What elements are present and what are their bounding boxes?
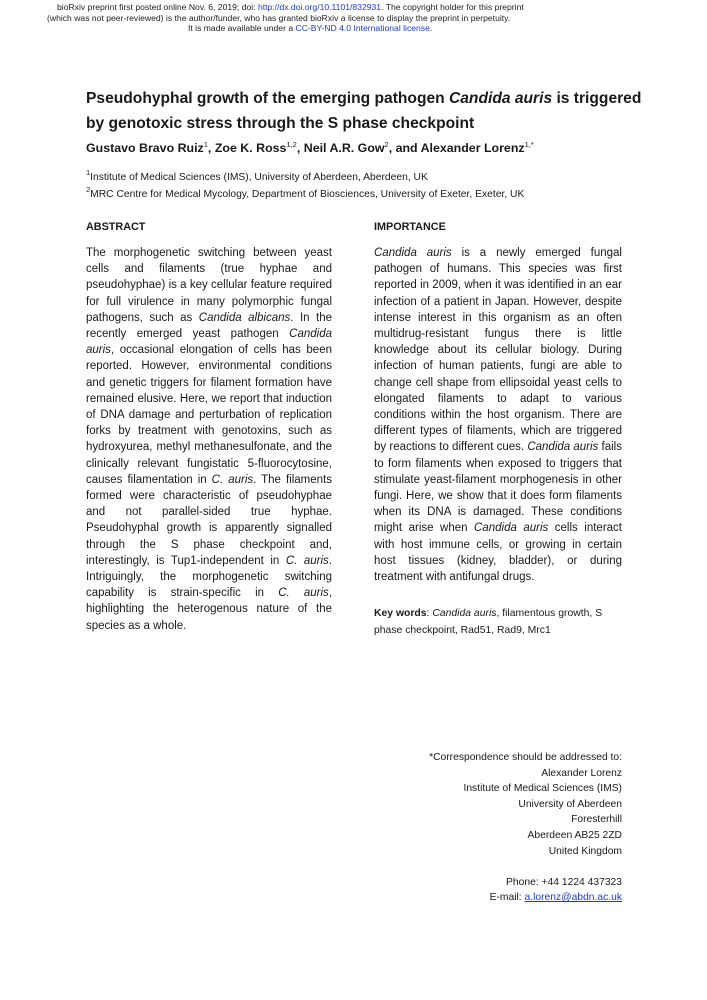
correspondence-line: *Correspondence should be addressed to: [429, 752, 622, 763]
header-line-2: (which was not peer-reviewed) is the author/funder, who has granted bioRxiv a license to display the preprint in perpetuity. [47, 12, 511, 23]
email-link[interactable]: a.lorenz@abdn.ac.uk [524, 892, 622, 904]
header-line-1: bioRxiv preprint first posted online Nov. 6, 2019; doi: http://dx.doi.org/10.1101/832931. The copyright holder for this preprint [57, 2, 524, 12]
correspondence-line: University of Aberdeen [518, 798, 622, 810]
abstract-text: The morphogenetic switching between yeast cells and filaments (true hyphae and pseudohyphae) is a key cellular feature required for full virulence in many polymorphic fungal pathogens, such as Candida albicans. In the recently emerged yeast pathogen Candida auris, occasional elongation of cells has been reported. However, environmental conditions and genetic triggers for filament formation have remained elusive. Here, we report that induction of DNA damage and perturbation of replication forks by treatment with genotoxins, such as hydroxyurea, methyl methanesulfonate, and the clinically relevant fungistatic 5-fluorocytosine, causes filamentation in C. auris. The filaments formed were characteristic of pseudohyphae and not parallel-sided true hyphae. Pseudohyphal growth is apparently signalled through the S phase checkpoint and, interestingly, is Tup1-independent in C. auris. Intriguingly, the morphogenetic switching capability is strain-specific in C. auris, highlighting the heterogenous nature of the species as a whole. [86, 247, 333, 632]
phone-line: Phone: +44 1224 437323 [506, 876, 622, 888]
importance-heading: IMPORTANCE [374, 221, 446, 233]
correspondence-line: Aberdeen AB25 2ZD [527, 829, 622, 841]
email-line: E-mail: a.lorenz@abdn.ac.uk [489, 892, 622, 904]
keywords-label: Key words [374, 608, 427, 619]
correspondence-line: Alexander Lorenz [541, 767, 622, 779]
correspondence-line: Foresterhill [571, 814, 622, 826]
doi-link[interactable]: http://dx.doi.org/10.1101/832931 [257, 2, 382, 12]
license-link[interactable]: CC-BY-ND 4.0 International license [295, 23, 430, 33]
correspondence-line: United Kingdom [548, 845, 622, 857]
paper-title: Pseudohyphal growth of the emerging pathogen Candida auris is triggered by genotoxic stress through the S phase checkpoint [86, 90, 642, 132]
abstract-heading: ABSTRACT [86, 221, 146, 233]
author-name: Neil A.R. Gow [303, 141, 385, 155]
affiliation-2: $^2$MRC Centre for Medical Mycology, Department of Biosciences, University of Exeter, Exeter, UK [86, 185, 525, 200]
correspondence-line: Institute of Medical Sciences (IMS) [463, 783, 622, 795]
author-name: Alexander Lorenz [420, 141, 525, 155]
author-list: Gustavo Bravo Ruiz$^1$, Zoe K. Ross$^{1,2}$, Neil A.R. Gow$^2$, and Alexander Lorenz$^{1,*}$ [86, 140, 534, 155]
author-name: Gustavo Bravo Ruiz [86, 141, 204, 155]
header-line-3: It is made available under a CC-BY-ND 4.0 International license. [188, 23, 433, 33]
author-name: Zoe K. Ross [214, 141, 287, 155]
spacer [380, 859, 622, 875]
keywords: Key words: Candida auris, filamentous growth, S phase checkpoint, Rad51, Rad9, Mrc1 [374, 608, 603, 636]
correspondence-block [380, 750, 622, 906]
affiliation-1: $^1$Institute of Medical Sciences (IMS), University of Aberdeen, Aberdeen, UK [86, 168, 428, 183]
importance-text: Candida auris is a newly emerged fungal pathogen of humans. This species was first reported in 2009, when it was identified in an ear infection of a patient in Japan. However, despite intense interest in this organism as an often multidrug-resistant fungus there is little knowledge about its cellular biology. During infection of human patients, fungi are able to change cell shape from ellipsoidal yeast cells to elongated filaments to adapt to various conditions within the host organism. There are different types of filaments, which are triggered by reactions to different cues. Candida auris fails to form filaments when exposed to triggers that stimulate yeast-filament morphogenesis in other fungi. Here, we show that it does form filaments when its DNA is damaged. These conditions might arise when Candida auris cells interact with host immune cells, or growing in certain host tissues (kidney, bladder), or during treatment with antifungal drugs. [374, 247, 623, 584]
